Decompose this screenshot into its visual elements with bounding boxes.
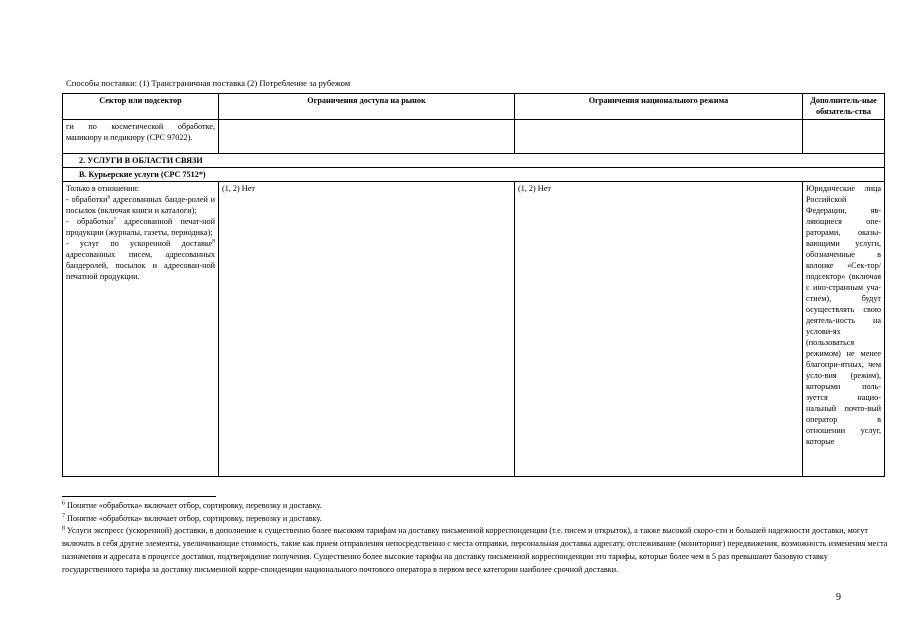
sector-item-parcels-text-rest: адресованных банде-ролей и посылок (включая книги и каталоги); (66, 195, 215, 215)
courier-additional-cell: Юридические лица Российской Федерации, яв-ляющиеся опе-раторами, оказы-вающими услуги, обозначенные в колонке «Сек-тор/подсектор» (включая с ино-странным уча-стием), будут осуществлять свою деятель-ность на услови-ях (пользоваться режимом) не менее благопри-ятных, чем усло-вия (режим), которыми поль-зуется нацио-нальный почто-вый оператор в отношении услуг, которые (803, 182, 885, 477)
footnote-number: 7 (62, 512, 65, 519)
continuation-market-access-cell (219, 120, 515, 154)
footnote-ref-7: 7 (113, 216, 116, 223)
sector-item-printed-text: - обработки (66, 217, 114, 226)
commitments-table (62, 93, 885, 477)
footnote-8 (62, 525, 888, 576)
footnote-text: Понятие «обработка» включает отбор, сортировку, перевозку и доставку. (67, 501, 322, 510)
header-market-access: Ограничения доступа на рынок (219, 94, 515, 120)
sector-item-printed-matter (66, 216, 215, 238)
header-national-treatment: Ограничения национального режима (515, 94, 803, 120)
footnote-text: Услуги экспресс (ускоренной) доставки, в дополнение к существенно более высоким тарифам на доставку письменной корреспонденции (т.е. писем и открыток), а также высокой скоро-сти и большей надежности доставки, могут включать в себя другие элементы, увеличивающие стоимость, такие как прием отправления непосредственно с места отправки, персональная доставка адресату, отслеживание (мониторинг) передвижения, возможность изменения места назначения и адресата в процессе доставки, подтверждение получения. Существенно более высокие тарифы на доставку письменной корреспонденции это тарифы, которые более чем в 5 раз превышают базовую ставку государственного тарифа за доставку письменной корре-спонденции национального почтового оператора в первом весе категории наиболее срочной доставки. (62, 526, 888, 574)
sector-intro: Только в отношении: (66, 184, 140, 193)
subsection-row (63, 168, 885, 182)
footnote-6 (62, 500, 888, 513)
header-additional-commitments: Дополнитель-ные обязатель-ства (803, 94, 885, 120)
header-sector: Сектор или подсектор (63, 94, 219, 120)
footnote-text: Понятие «обработка» включает отбор, сортировку, перевозку и доставку. (67, 513, 322, 523)
footnote-number: 6 (62, 500, 65, 507)
footnote-separator (62, 496, 216, 497)
footnotes (62, 500, 888, 576)
table-header-row (63, 94, 885, 120)
continuation-additional-cell (803, 120, 885, 154)
footnote-ref-6: 6 (107, 194, 111, 201)
courier-sector-cell (63, 182, 219, 477)
supply-modes-line: Способы поставки: (1) Трансграничная поставка (2) Потребление за рубежом (66, 78, 351, 88)
sector-item-express (66, 238, 215, 282)
continuation-national-treatment-cell (515, 120, 803, 154)
section-title: 2. УСЛУГИ В ОБЛАСТИ СВЯЗИ (63, 154, 885, 168)
courier-market-access-cell: (1, 2) Нет (219, 182, 515, 477)
subsection-title: B. Курьерские услуги (CPC 7512*) (63, 168, 885, 182)
continuation-sector-cell: ги по косметической обработке, маникюру и педикюру (CPC 97022). (63, 120, 219, 154)
footnote-7 (62, 513, 888, 526)
sector-item-parcels-text: - обработки (66, 195, 108, 204)
table-row-continuation (63, 120, 885, 154)
section-row (63, 154, 885, 168)
sector-item-express-text-rest: адресованных писем, адресованных бандеролей, посылок и адресован-ной печатной продукции. (66, 250, 215, 281)
table-row-courier (63, 182, 885, 477)
footnote-ref-8: 8 (212, 238, 215, 245)
sector-item-express-text: - услуг по ускоренной доставке (66, 239, 213, 248)
sector-item-parcels (66, 194, 215, 216)
courier-national-treatment-cell: (1, 2) Нет (515, 182, 803, 477)
footnote-number: 8 (62, 525, 65, 532)
page-number: 9 (836, 592, 841, 603)
sector-item-printed-text-rest: адресованной печат-ной продукции (журналы, газеты, периодика); (66, 217, 215, 237)
